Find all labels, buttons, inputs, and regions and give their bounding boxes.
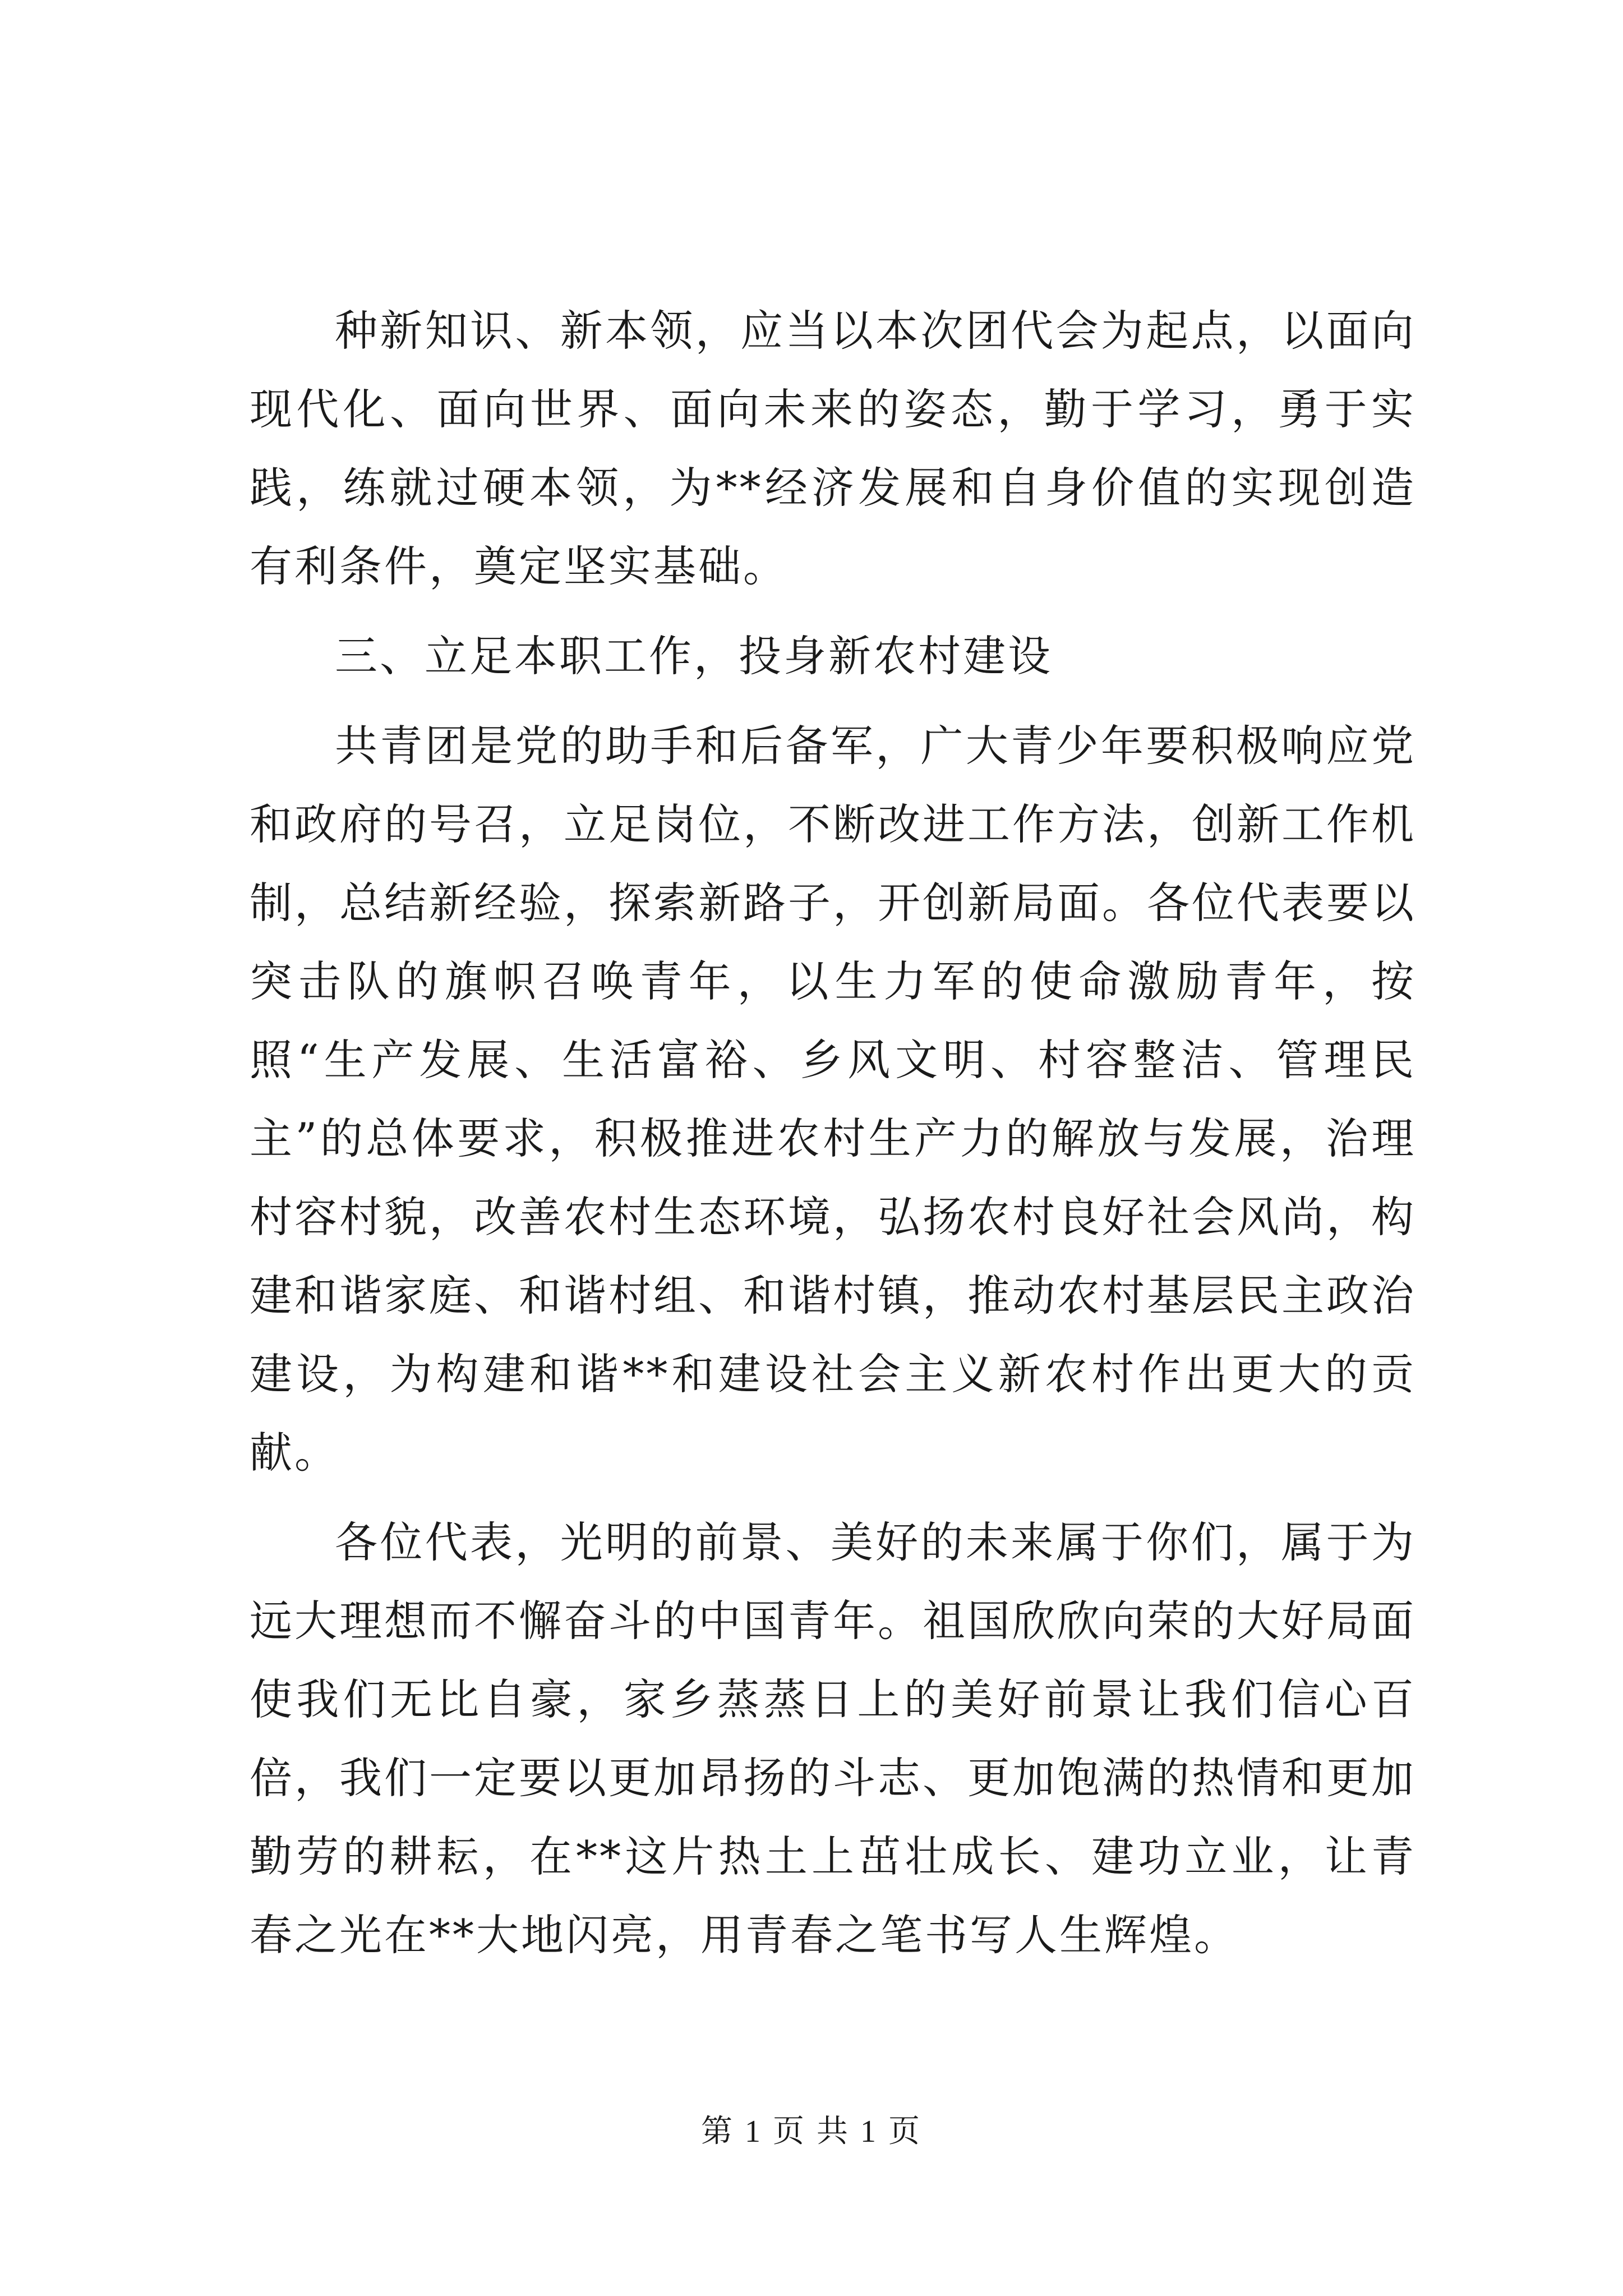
- paragraph-youth-league: 共青团是党的助手和后备军，广大青少年要积极响应党和政府的号召，立足岗位，不断改进工作方法，创新工作机制，总结新经验，探索新路子，开创新局面。各位代表要以突击队的旗帜召唤青年，以生力军的使命激励青年，按照“生产发展、生活富裕、乡风文明、村容整洁、管理民主”的总体要求，积极推进农村生产力的解放与发展，治理村容村貌，改善农村生态环境，弘扬农村良好社会风尚，构建和谐家庭、和谐村组、和谐村镇，推动农村基层民主政治建设，为构建和谐**和建设社会主义新农村作出更大的贡献。: [250, 721, 1416, 1478]
- paragraph-gap: [250, 1492, 1416, 1503]
- page-footer: 第 1 页 共 1 页: [701, 2114, 922, 2149]
- paragraph-gap: [250, 606, 1416, 617]
- section-heading: 三、立足本职工作，投身新农村建设: [335, 631, 1053, 681]
- paragraph-continuation: 种新知识、新本领，应当以本次团代会为起点，以面向现代化、面向世界、面向未来的姿态，勤于学习，勇于实践，练就过硬本领，为**经济发展和自身价值的实现创造有利条件，奠定坚实基础。: [250, 306, 1416, 591]
- paragraph-gap: [250, 696, 1416, 707]
- paragraph-closing: 各位代表，光明的前景、美好的未来属于你们，属于为远大理想而不懈奋斗的中国青年。祖国欣欣向荣的大好局面使我们无比自豪，家乡蒸蒸日上的美好前景让我们信心百倍，我们一定要以更加昂扬的斗志、更加饱满的热情和更加勤劳的耕耘，在**这片热土上茁壮成长、建功立业，让青春之光在**大地闪亮，用青春之笔书写人生辉煌。: [250, 1517, 1416, 1960]
- document-body: [250, 292, 1416, 1975]
